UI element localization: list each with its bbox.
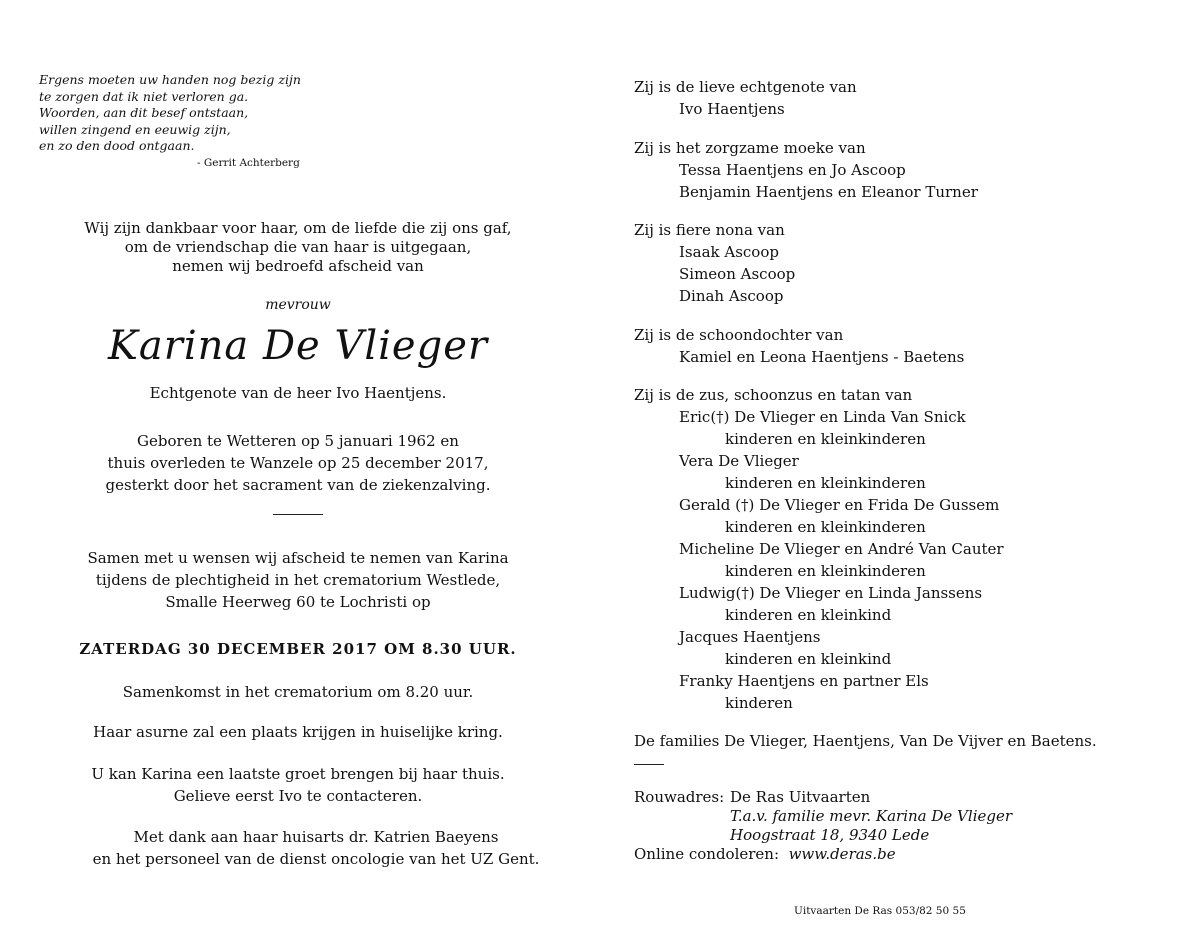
ceremony-text <box>0 547 596 613</box>
poem-line: te zorgen dat ik niet verloren ga. <box>39 88 249 104</box>
visit-line: Gelieve eerst Ivo te contacteren. <box>173 787 423 805</box>
relation-person: Dinah Ascoop <box>679 287 784 305</box>
relation-person: Tessa Haentjens en Jo Ascoop <box>679 161 906 179</box>
intro-text <box>0 217 596 277</box>
ceremony-date: ZATERDAG 30 DECEMBER 2017 OM 8.30 UUR. <box>79 640 517 658</box>
address-line: T.a.v. familie mevr. Karina De Vlieger <box>730 807 1013 825</box>
sibling-name: Franky Haentjens en partner Els <box>679 672 929 690</box>
sibling-name: Vera De Vlieger <box>679 452 799 470</box>
spouse-line: Echtgenote van de heer Ivo Haentjens. <box>149 384 447 402</box>
birth-death-line: thuis overleden te Wanzele op 25 december 2017, <box>107 454 489 472</box>
thanks-line: en het personeel van de dienst oncologie van het UZ Gent. <box>92 850 540 868</box>
ceremony-line: Samen met u wensen wij afscheid te nemen van Karina <box>87 549 509 567</box>
footer-contact: Uitvaarten De Ras 053/82 50 55 <box>794 905 966 917</box>
sibling-descendants: kinderen en kleinkinderen <box>725 430 926 448</box>
sibling-descendants: kinderen en kleinkind <box>725 650 892 668</box>
thanks-text <box>0 826 596 870</box>
relation-in-laws <box>634 324 964 368</box>
birth-death-text <box>0 430 596 496</box>
birth-death-line: Geboren te Wetteren op 5 januari 1962 en <box>137 432 459 450</box>
address-row <box>634 788 1012 807</box>
relation-grandchildren <box>634 219 795 307</box>
sibling-name: Eric(†) De Vlieger en Linda Van Snick <box>679 408 966 426</box>
gathering-text: Samenkomst in het crematorium om 8.20 uur. <box>122 683 474 701</box>
relation-heading: Zij is fiere nona van <box>634 221 785 239</box>
birth-death-line: gesterkt door het sacrament van de ziekenzalving. <box>105 476 491 494</box>
poem-line: Ergens moeten uw handen nog bezig zijn <box>39 72 301 87</box>
intro-line: Wij zijn dankbaar voor haar, om de liefde die zij ons gaf, <box>84 219 512 237</box>
right-column <box>634 0 1177 947</box>
ceremony-line: tijdens de plechtigheid in het crematorium Westlede, <box>95 571 501 589</box>
visit-text <box>0 763 596 807</box>
online-url[interactable]: www.deras.be <box>788 845 896 863</box>
relation-children <box>634 137 978 203</box>
address-line: De Ras Uitvaarten <box>730 788 871 806</box>
relation-person: Simeon Ascoop <box>679 265 796 283</box>
poem-line: willen zingend en eeuwig zijn, <box>39 121 231 137</box>
sibling-name: Ludwig(†) De Vlieger en Linda Janssens <box>679 584 983 602</box>
relation-person: Benjamin Haentjens en Eleanor Turner <box>679 183 978 201</box>
sibling-descendants: kinderen en kleinkind <box>725 606 892 624</box>
relation-heading: Zij is de lieve echtgenote van <box>634 78 857 96</box>
deceased-name: Karina De Vlieger <box>108 323 488 369</box>
thanks-line: Met dank aan haar huisarts dr. Katrien Baeyens <box>133 828 499 846</box>
address-line: Hoogstraat 18, 9340 Lede <box>730 826 930 844</box>
honorific: mevrouw <box>265 297 331 313</box>
visit-line: U kan Karina een laatste groet brengen bij haar thuis. <box>91 765 505 783</box>
address-label: Rouwadres: <box>634 788 725 806</box>
intro-line: nemen wij bedroefd afscheid van <box>172 257 424 275</box>
divider-line <box>273 514 323 515</box>
sibling-name: Gerald (†) De Vlieger en Frida De Gussem <box>679 496 1000 514</box>
poem-author: - Gerrit Achterberg <box>197 156 300 169</box>
relation-heading: Zij is het zorgzame moeke van <box>634 139 866 157</box>
online-label: Online condoleren: <box>634 845 780 863</box>
relation-heading: Zij is de schoondochter van <box>634 326 844 344</box>
relation-person: Kamiel en Leona Haentjens - Baetens <box>679 348 965 366</box>
poem-line: en zo den dood ontgaan. <box>39 138 195 153</box>
ceremony-line: Smalle Heerweg 60 te Lochristi op <box>165 593 431 611</box>
relation-spouse <box>634 76 857 120</box>
families-line: De families De Vlieger, Haentjens, Van De Vijver en Baetens. <box>634 732 1097 750</box>
relation-person: Ivo Haentjens <box>679 100 785 118</box>
online-row <box>634 845 1012 864</box>
intro-line: om de vriendschap die van haar is uitgegaan, <box>124 238 472 256</box>
short-divider <box>634 764 664 765</box>
poem-line: Woorden, aan dit besef ontstaan, <box>39 105 249 120</box>
mourning-address <box>634 788 1012 864</box>
sibling-descendants: kinderen en kleinkinderen <box>725 518 926 536</box>
relation-heading: Zij is de zus, schoonzus en tatan van <box>634 386 913 404</box>
section-divider <box>0 514 596 515</box>
sibling-name: Micheline De Vlieger en André Van Cauter <box>679 540 1004 558</box>
urn-text: Haar asurne zal een plaats krijgen in huiselijke kring. <box>93 723 503 741</box>
poem <box>39 72 301 171</box>
relation-person: Isaak Ascoop <box>679 243 779 261</box>
sibling-name: Jacques Haentjens <box>679 628 821 646</box>
sibling-descendants: kinderen en kleinkinderen <box>725 562 926 580</box>
relation-siblings <box>634 384 1004 714</box>
sibling-descendants: kinderen en kleinkinderen <box>725 474 926 492</box>
sibling-descendants: kinderen <box>725 694 793 712</box>
